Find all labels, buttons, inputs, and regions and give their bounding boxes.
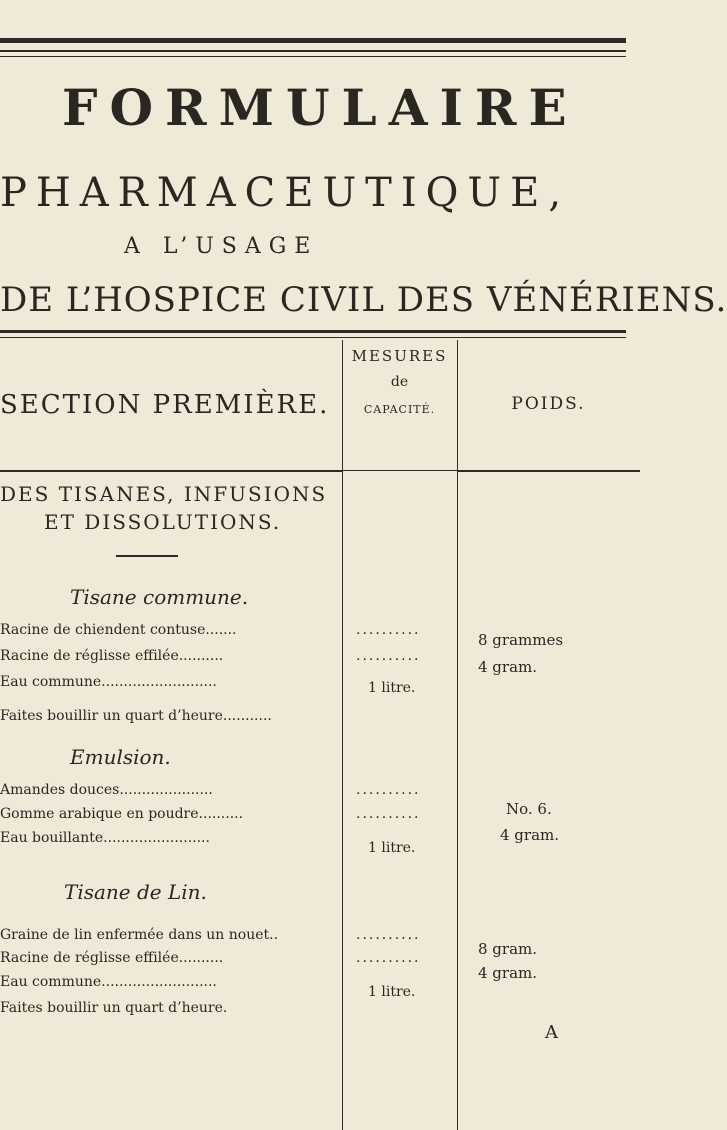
ingredient-text: Racine de réglisse effilée	[0, 950, 179, 966]
title-hospice: DE L’HOSPICE CIVIL DES VÉNÉRIENS.	[0, 280, 727, 320]
ingredient-leader: ........................	[103, 830, 210, 846]
ingredient-leader: ..........	[178, 648, 224, 664]
weight-value: 4 gram.	[478, 658, 538, 676]
weight-value: 4 gram.	[478, 964, 538, 982]
ingredient-leader: ..........	[198, 806, 244, 822]
ingredient-text: Gomme arabique en poudre	[0, 806, 199, 822]
header-rule-thick	[0, 330, 626, 333]
measure-value: 1 litre.	[368, 984, 416, 1000]
ingredient-leader: .....................	[119, 782, 213, 798]
top-rule-thin	[0, 50, 626, 52]
footer-text: Faites bouillir un quart d’heure	[0, 708, 223, 724]
recipe-line	[0, 830, 332, 846]
ingredient-text: Amandes douces	[0, 782, 120, 798]
mesures-label: MESURES	[351, 347, 448, 365]
subsection-short-rule	[116, 555, 178, 557]
measure-leader: ..........	[356, 806, 421, 822]
title-a-lusage: A L’USAGE	[124, 234, 319, 259]
subsection-title-line2: ET DISSOLUTIONS.	[44, 510, 282, 534]
recipe-line	[0, 782, 332, 798]
ingredient-leader: .......	[205, 622, 237, 638]
column-header-mesures	[342, 348, 457, 416]
column-header-poids: POIDS.	[511, 394, 586, 414]
catchword: A	[545, 1022, 558, 1043]
footer-text: Faites bouillir un quart d’heure.	[0, 1000, 228, 1016]
section-title: SECTION PREMIÈRE.	[0, 390, 330, 420]
measure-leader: ..........	[356, 622, 421, 638]
recipe-title: Tisane de Lin.	[64, 880, 207, 904]
measure-leader: ..........	[356, 927, 421, 943]
recipe-line	[0, 950, 332, 966]
recipe-title: Emulsion.	[70, 745, 171, 769]
title-formulaire: FORMULAIRE	[62, 78, 579, 137]
weight-value: 8 gram.	[478, 940, 538, 958]
weight-value: No. 6.	[506, 800, 552, 818]
ingredient-leader: ..........................	[101, 674, 217, 690]
recipe-line	[0, 927, 332, 943]
column-divider-right	[457, 340, 458, 1130]
ingredient-text: Eau bouillante	[0, 830, 104, 846]
ingredient-leader: ..	[269, 927, 279, 943]
mesures-de-label: de	[390, 373, 409, 390]
top-rule-hairline	[0, 56, 626, 57]
ingredient-text: Eau commune	[0, 674, 102, 690]
recipe-line	[0, 648, 332, 664]
ingredient-text: Eau commune	[0, 974, 102, 990]
measure-leader: ..........	[356, 648, 421, 664]
recipe-line	[0, 622, 332, 638]
ingredient-text: Racine de réglisse effilée	[0, 648, 179, 664]
column-divider-left	[342, 340, 343, 1130]
recipe-line	[0, 806, 332, 822]
subsection-title-line1: DES TISANES, INFUSIONS	[0, 482, 328, 506]
measure-value: 1 litre.	[368, 680, 416, 696]
ingredient-leader: ..........	[178, 950, 224, 966]
section-header-rule	[0, 470, 342, 472]
title-pharmaceutique: PHARMACEUTIQUE,	[0, 170, 571, 216]
capacite-label: CAPACITÉ.	[363, 402, 436, 416]
recipe-line	[0, 674, 332, 690]
measure-leader: ..........	[356, 782, 421, 798]
ingredient-text: Graine de lin enfermée dans un nouet	[0, 927, 270, 943]
measure-value: 1 litre.	[368, 840, 416, 856]
recipe-footer	[0, 1000, 332, 1016]
ingredient-text: Racine de chiendent contuse	[0, 622, 206, 638]
top-rule-thick	[0, 38, 626, 43]
mesures-header-rule	[342, 470, 457, 471]
header-rule-thin	[0, 337, 626, 338]
recipe-line	[0, 974, 332, 990]
weight-value: 4 gram.	[500, 826, 560, 844]
poids-header-rule	[457, 470, 640, 472]
recipe-title: Tisane commune.	[70, 585, 249, 609]
measure-leader: ..........	[356, 950, 421, 966]
ingredient-leader: ..........................	[101, 974, 217, 990]
recipe-footer: Faites bouillir un quart d’heure...........	[0, 708, 272, 724]
weight-value: 8 grammes	[478, 631, 564, 649]
